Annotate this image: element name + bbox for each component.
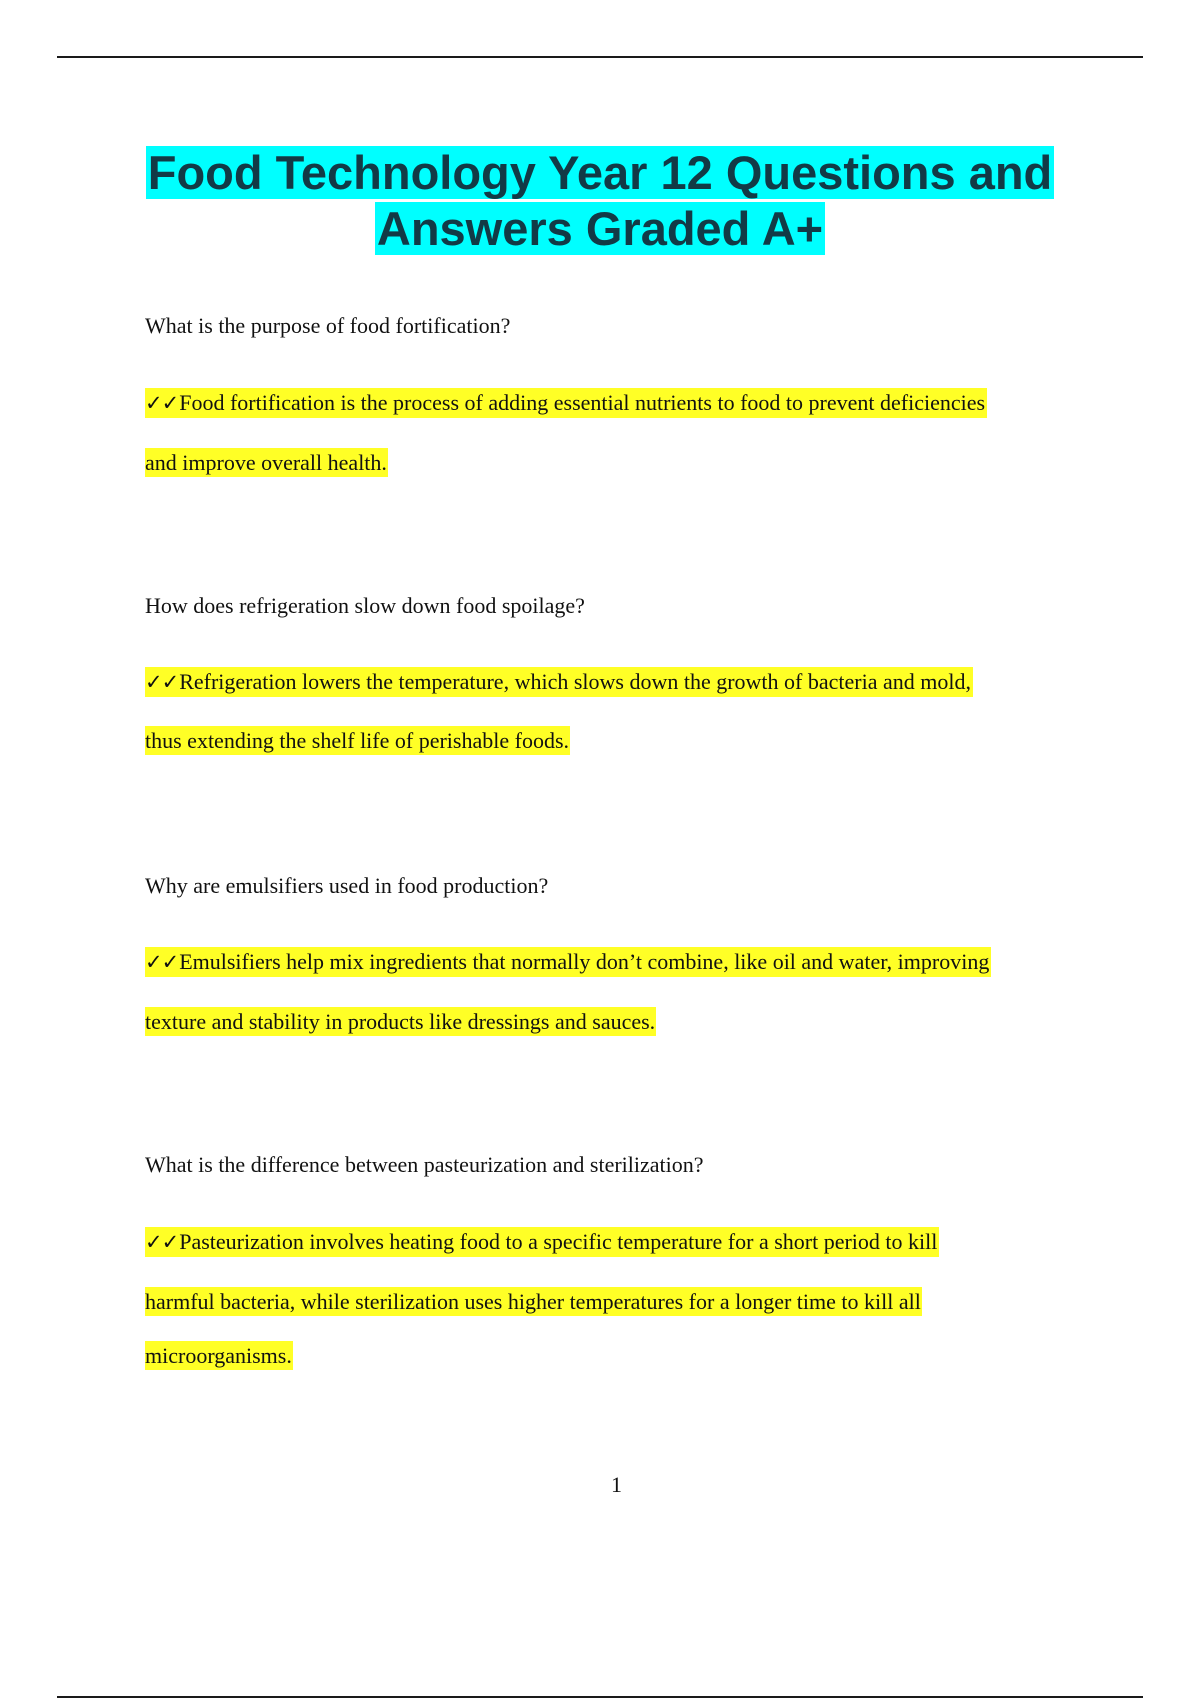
answer-line bbox=[145, 726, 570, 755]
answer-line bbox=[145, 1341, 293, 1370]
answer-text: Pasteurization involves heating food to a specific temperature for a short period to kill bbox=[179, 1229, 938, 1254]
answer-line bbox=[145, 1227, 939, 1256]
answer-line bbox=[145, 1007, 656, 1036]
answer-text: Emulsifiers help mix ingredients that normally don’t combine, like oil and water, improving bbox=[179, 949, 990, 974]
double-check-icon: ✓✓ bbox=[145, 668, 179, 697]
document-title bbox=[60, 145, 1140, 257]
answer-text: and improve overall health. bbox=[145, 450, 387, 475]
bottom-rule bbox=[57, 1696, 1143, 1698]
title-line-2: Answers Graded A+ bbox=[376, 202, 824, 255]
top-rule bbox=[57, 56, 1143, 58]
answer-line bbox=[145, 448, 388, 477]
answer-text: Food fortification is the process of adding essential nutrients to food to prevent deficiencies bbox=[179, 390, 986, 415]
answer-line bbox=[145, 947, 991, 976]
double-check-icon: ✓✓ bbox=[145, 948, 179, 977]
question-text: Why are emulsifiers used in food production? bbox=[145, 873, 549, 898]
question-text: What is the difference between pasteurization and sterilization? bbox=[145, 1152, 704, 1177]
page-number: 1 bbox=[611, 1472, 622, 1497]
answer-text: texture and stability in products like dressings and sauces. bbox=[145, 1009, 656, 1034]
title-line-1: Food Technology Year 12 Questions and bbox=[147, 146, 1053, 199]
answer-text: Refrigeration lowers the temperature, which slows down the growth of bacteria and mold, bbox=[179, 669, 971, 694]
question-text: How does refrigeration slow down food spoilage? bbox=[145, 593, 585, 618]
question-text: What is the purpose of food fortification? bbox=[145, 313, 511, 338]
double-check-icon: ✓✓ bbox=[145, 389, 179, 418]
answer-line bbox=[145, 388, 987, 417]
answer-line bbox=[145, 667, 973, 696]
answer-line bbox=[145, 1287, 922, 1316]
double-check-icon: ✓✓ bbox=[145, 1228, 179, 1257]
answer-text: microorganisms. bbox=[145, 1343, 292, 1368]
answer-text: harmful bacteria, while sterilization uses higher temperatures for a longer time to kill all bbox=[145, 1289, 921, 1314]
answer-text: thus extending the shelf life of perishable foods. bbox=[145, 728, 570, 753]
